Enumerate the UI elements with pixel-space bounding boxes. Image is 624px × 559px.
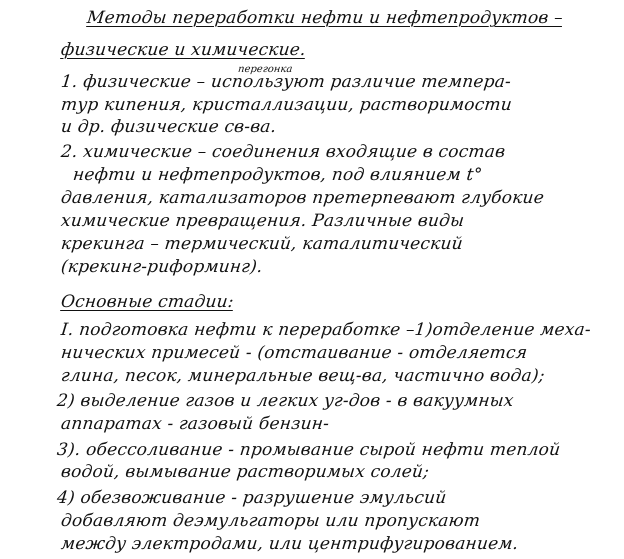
title-line: Методы переработки нефти и нефтепродуктов – (86, 8, 564, 28)
chemical-methods-line-6: (крекинг-риформинг). (60, 257, 264, 277)
stage-1-line-1: I. подготовка нефти к переработке –1)отделение меха- (60, 320, 592, 340)
chemical-methods-line-4: химические превращения. Различные виды (60, 211, 466, 231)
chemical-methods-line-3: давления, катализаторов претерпевают глубокие (60, 188, 546, 208)
stage-3-line-1: 3). обессоливание - промывание сырой нефти теплой (56, 440, 562, 460)
title-line-2: физические и химические. (60, 40, 307, 60)
stage-1-line-3: глина, песок, минеральные вещ-ва, частично вода); (60, 366, 546, 386)
stage-4-line-1: 4) обезвоживание - разрушение эмульсий (56, 488, 448, 508)
chemical-methods-line-1: 2. химические – соединения входящие в состав (60, 142, 507, 162)
physical-methods-line-1: 1. физические – используют различие темпера- (60, 72, 513, 92)
physical-methods-line-3: и др. физические св-ва. (60, 117, 278, 137)
chemical-methods-line-5: крекинга – термический, каталитический (60, 234, 464, 254)
stage-2-line-2: аппаратах - газовый бензин- (60, 414, 331, 434)
stages-heading: Основные стадии: (60, 292, 235, 312)
physical-methods-line-2: тур кипения, кристаллизации, растворимости (60, 95, 513, 115)
stage-4-line-3: между электродами, или центрифугированием. (60, 534, 520, 554)
caret-insertion-note: перегонка (237, 64, 293, 75)
stage-3-line-2: водой, вымывание растворимых солей; (60, 462, 431, 482)
stage-2-line-1: 2) выделение газов и легких уг-дов - в вакуумных (56, 391, 515, 411)
stage-1-line-2: нических примесей - (отстаивание - отделяется (60, 343, 529, 363)
stage-4-line-2: добавляют деэмульгаторы или пропускают (60, 511, 482, 531)
chemical-methods-line-2: нефти и нефтепродуктов, под влиянием t° (72, 165, 484, 185)
